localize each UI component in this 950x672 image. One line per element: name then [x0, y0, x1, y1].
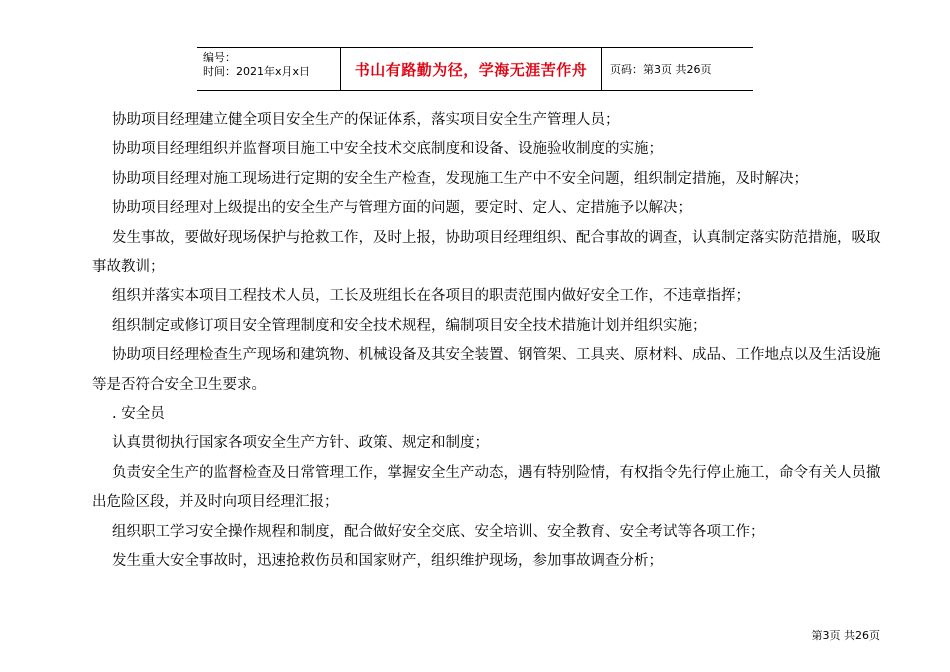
- paragraph: 协助项目经理组织并监督项目施工中安全技术交底制度和设备、设施验收制度的实施；: [112, 141, 663, 158]
- document-header: [197, 47, 753, 91]
- paragraph: 协助项目经理对上级提出的安全生产与管理方面的问题，要定时、定人、定措施予以解决；: [112, 200, 692, 217]
- page-footer: 第3页 共26页: [811, 629, 880, 642]
- paragraph: 组织制定或修订项目安全管理制度和安全技术规程，编制项目安全技术措施计划并组织实施；: [112, 317, 707, 334]
- paragraph: 协助项目经理检查生产现场和建筑物、机械设备及其安全装置、钢管架、工具夹、原材料、成品、工作地点以及生活设施等是否符合安全卫生要求。: [92, 347, 881, 393]
- header-page-code: 页码：第3页 共26页: [610, 63, 712, 76]
- number-label: 编号：: [203, 51, 236, 64]
- time-label: 时间：2021年x月x日: [203, 65, 311, 78]
- header-meta: [197, 48, 340, 90]
- paragraph: 组织并落实本项目工程技术人员，工长及班组长在各项目的职责范围内做好安全工作，不违章指挥；: [112, 288, 750, 305]
- paragraph: 组织职工学习安全操作规程和制度，配合做好安全交底、安全培训、安全教育、安全考试等各项工作；: [112, 523, 765, 540]
- document-body: [92, 106, 888, 577]
- paragraph: 负责安全生产的监督检查及日常管理工作，掌握安全生产动态，遇有特别险情，有权指令先行停止施工，命令有关人员撤出危险区段，并及时向项目经理汇报；: [92, 464, 881, 511]
- paragraph: 认真贯彻执行国家各项安全生产方针、政策、规定和制度；: [112, 435, 489, 452]
- paragraph: 发生重大安全事故时，迅速抢救伤员和国家财产，组织维护现场，参加事故调查分析；: [112, 553, 663, 570]
- section-heading: . 安全员: [112, 406, 165, 423]
- paragraph: 发生事故，要做好现场保护与抢救工作，及时上报，协助项目经理组织、配合事故的调查，认真制定落实防范措施，吸取事故教训；: [92, 229, 881, 276]
- paragraph: 协助项目经理对施工现场进行定期的安全生产检查，发现施工生产中不安全问题，组织制定措施，及时解决；: [112, 170, 808, 187]
- paragraph: 协助项目经理建立健全项目安全生产的保证体系，落实项目安全生产管理人员；: [112, 112, 620, 128]
- header-motto: 书山有路勤为径，学海无涯苦作舟: [340, 48, 602, 90]
